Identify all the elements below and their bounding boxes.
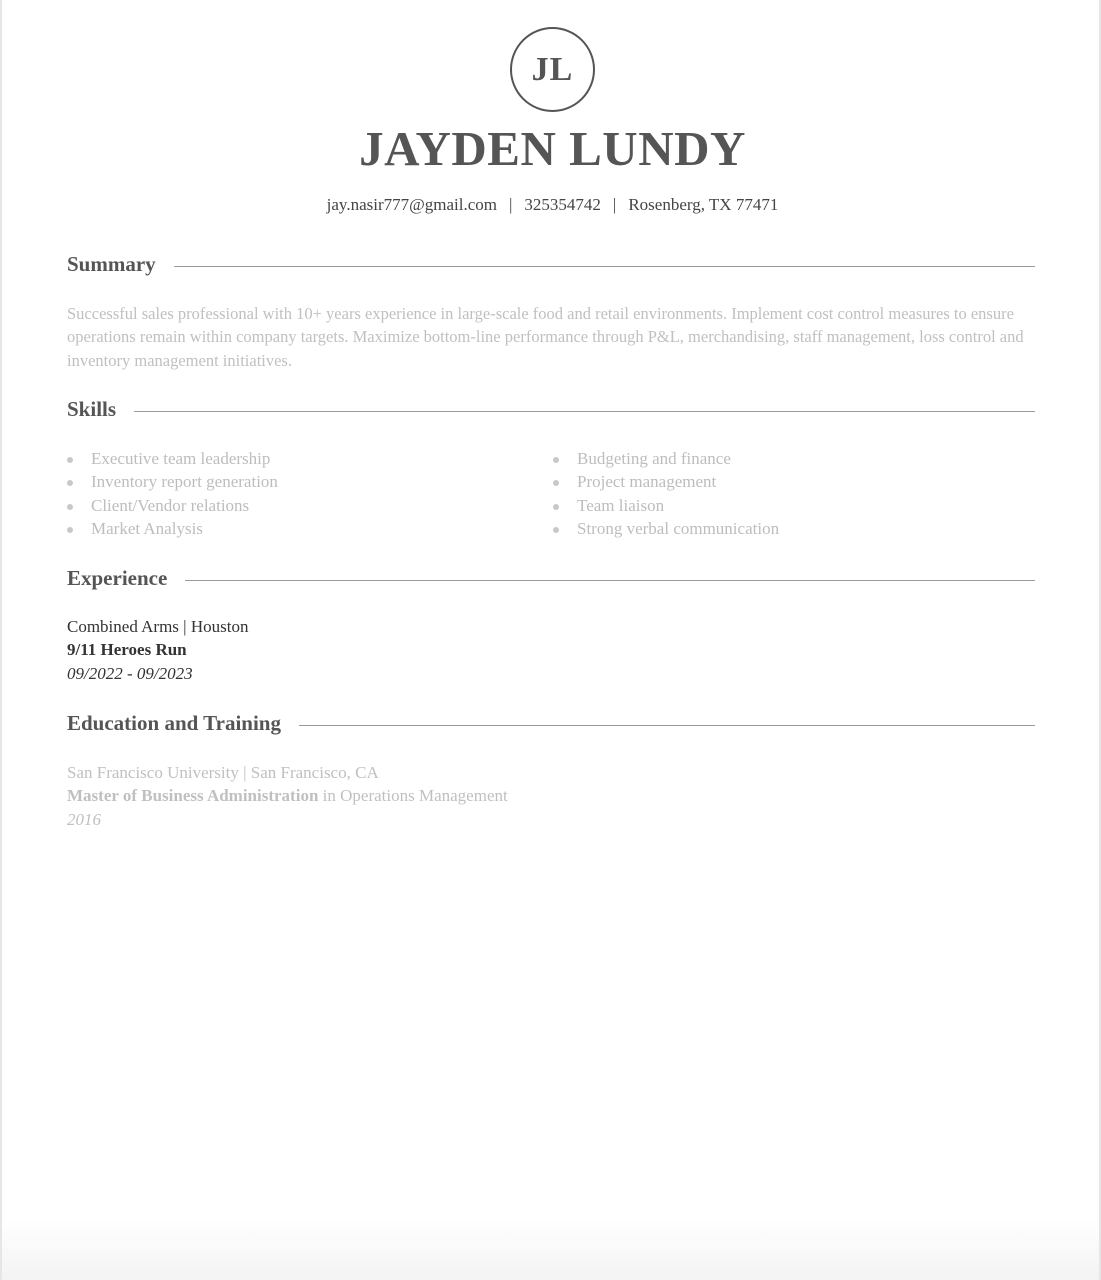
skill-item: Executive team leadership (67, 447, 278, 470)
contact-separator: | (509, 195, 513, 214)
education-school: San Francisco University | San Francisco, CA (67, 763, 379, 782)
contact-separator: | (612, 195, 617, 214)
skills-section-header (67, 397, 1035, 422)
experience-entry (67, 615, 248, 685)
section-divider (185, 580, 1035, 581)
education-year: 2016 (67, 809, 101, 829)
skill-item: Inventory report generation (67, 470, 278, 493)
experience-title: 9/11 Heroes Run (67, 640, 187, 660)
education-entry (67, 761, 508, 831)
monogram-initials: JL (531, 50, 574, 88)
summary-heading: Summary (67, 252, 156, 276)
summary-text: Successful sales professional with 10+ years experience in large-scale food and retail environments. Implement cost control measures to ensure operations remain within company targets. Maximize bottom-line performance through P&L, merchandising, staff management, loss control and inventory management initiatives. (67, 304, 1024, 370)
contact-phone: 325354742 (524, 195, 601, 214)
skill-item: Project management (553, 470, 779, 493)
contact-email: jay.nasir777@gmail.com (326, 195, 498, 214)
section-divider (134, 411, 1035, 412)
candidate-name: JAYDEN LUNDY (359, 121, 746, 176)
skills-list-left (67, 447, 278, 540)
monogram-badge (510, 27, 595, 112)
education-heading: Education and Training (67, 711, 281, 735)
education-degree-line (67, 784, 508, 807)
education-field: in Operations Management (318, 786, 508, 806)
experience-dates: 09/2022 - 09/2023 (67, 663, 193, 683)
experience-heading: Experience (67, 566, 168, 590)
skills-list-right (553, 447, 779, 540)
skills-heading: Skills (67, 397, 117, 421)
experience-company: Combined Arms | Houston (67, 617, 249, 636)
skill-item: Team liaison (553, 494, 779, 517)
summary-section-header (67, 252, 1035, 277)
page-bottom-shadow (2, 1220, 1099, 1280)
contact-location: Rosenberg, TX 77471 (628, 195, 779, 214)
contact-line (2, 195, 1101, 215)
section-divider (299, 725, 1035, 726)
skill-item: Market Analysis (67, 517, 278, 540)
skill-item: Client/Vendor relations (67, 494, 278, 517)
section-divider (174, 266, 1035, 267)
education-degree: Master of Business Administration (67, 786, 319, 806)
experience-section-header (67, 566, 1035, 591)
education-section-header (67, 711, 1035, 736)
skill-item: Budgeting and finance (553, 447, 779, 470)
skill-item: Strong verbal communication (553, 517, 779, 540)
